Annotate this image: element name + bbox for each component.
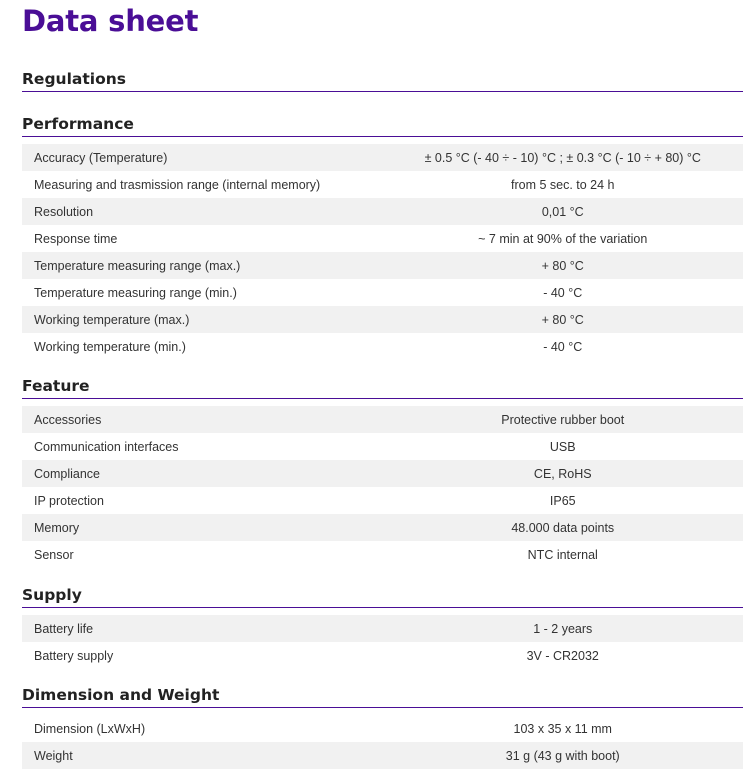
row-value: + 80 °C	[383, 306, 743, 333]
row-value: IP65	[549, 493, 576, 508]
row-value: USB	[549, 439, 576, 454]
table-row	[22, 433, 743, 460]
row-label: IP protection	[34, 493, 104, 508]
section-performance	[22, 112, 743, 360]
table-row	[22, 198, 743, 225]
table-row	[22, 642, 743, 669]
row-value: 1 - 2 years	[383, 615, 743, 642]
row-value: 31 g (43 g with boot)	[383, 742, 743, 769]
row-value: Protective rubber boot	[383, 406, 743, 433]
row-label: Working temperature (min.)	[34, 339, 186, 354]
table-row	[22, 615, 743, 642]
table-row	[22, 252, 743, 279]
row-value: ± 0.5 °C (- 40 ÷ - 10) °C ; ± 0.3 °C (- 10 ÷ + 80) °C	[383, 144, 743, 171]
row-value: - 40 °C	[543, 285, 583, 300]
supply-table	[22, 615, 743, 669]
row-label: Response time	[34, 231, 118, 246]
row-label: Battery supply	[34, 648, 114, 663]
section-heading-regulations: Regulations	[22, 67, 743, 92]
row-label: Temperature measuring range (max.)	[22, 252, 383, 279]
section-heading-dimension-weight: Dimension and Weight	[22, 683, 743, 708]
row-value: 103 x 35 x 11 mm	[513, 721, 612, 736]
row-label: Memory	[22, 514, 383, 541]
row-value: + 80 °C	[383, 252, 743, 279]
table-row	[22, 541, 743, 568]
feature-table	[22, 406, 743, 568]
row-label: Accuracy (Temperature)	[22, 144, 383, 171]
table-row	[22, 742, 743, 769]
row-label: Compliance	[22, 460, 383, 487]
row-value: - 40 °C	[543, 339, 583, 354]
row-value: 0,01 °C	[383, 198, 743, 225]
section-heading-feature: Feature	[22, 374, 743, 399]
table-row	[22, 514, 743, 541]
row-value: 3V - CR2032	[526, 648, 599, 663]
section-heading-supply: Supply	[22, 583, 743, 608]
section-dimension-weight	[22, 683, 743, 769]
row-label: Temperature measuring range (min.)	[34, 285, 237, 300]
table-row	[22, 333, 743, 360]
table-row	[22, 306, 743, 333]
table-row	[22, 225, 743, 252]
table-row	[22, 171, 743, 198]
section-heading-performance: Performance	[22, 112, 743, 137]
table-row	[22, 487, 743, 514]
row-label: Weight	[22, 742, 383, 769]
row-label: Communication interfaces	[34, 439, 179, 454]
table-row	[22, 406, 743, 433]
section-feature	[22, 374, 743, 568]
table-row	[22, 279, 743, 306]
row-label: Accessories	[22, 406, 383, 433]
row-label: Resolution	[22, 198, 383, 225]
page-title: Data sheet	[22, 4, 199, 38]
row-value: CE, RoHS	[383, 460, 743, 487]
row-label: Working temperature (max.)	[22, 306, 383, 333]
table-row	[22, 460, 743, 487]
row-value: ~ 7 min at 90% of the variation	[478, 231, 648, 246]
dimension-table	[22, 715, 743, 769]
section-supply	[22, 583, 743, 669]
performance-table	[22, 144, 743, 360]
row-label: Measuring and trasmission range (internal memory)	[34, 177, 321, 192]
section-regulations	[22, 67, 743, 92]
row-value: NTC internal	[527, 547, 598, 562]
table-row	[22, 715, 743, 742]
row-value: from 5 sec. to 24 h	[510, 177, 615, 192]
row-label: Dimension (LxWxH)	[34, 721, 146, 736]
row-label: Battery life	[22, 615, 383, 642]
row-value: 48.000 data points	[383, 514, 743, 541]
table-row	[22, 144, 743, 171]
row-label: Sensor	[34, 547, 74, 562]
